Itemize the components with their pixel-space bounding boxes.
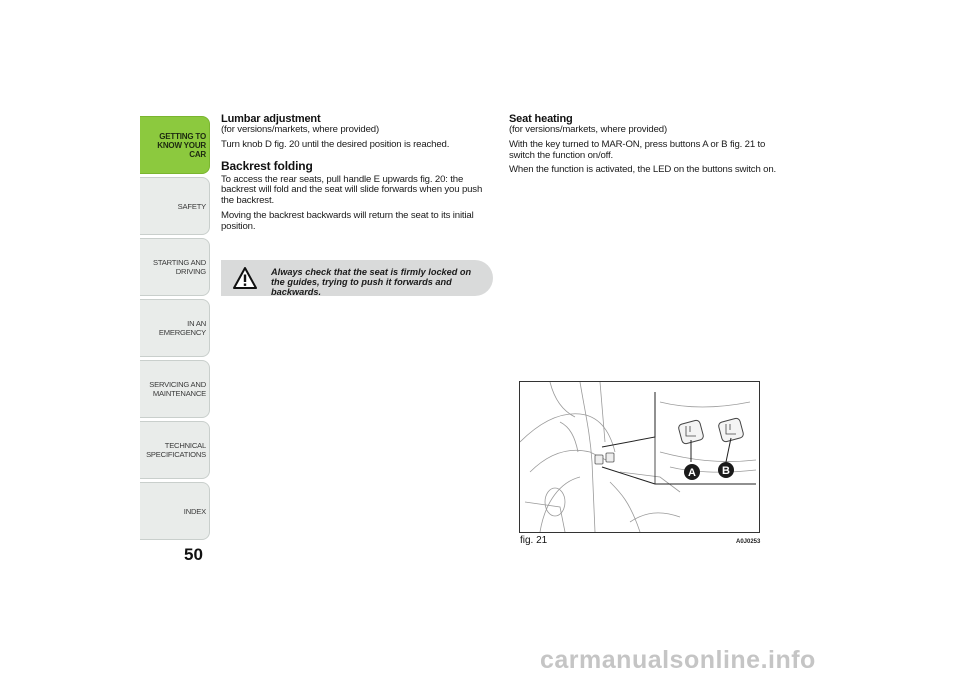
page-number: 50 (184, 545, 203, 564)
warning-triangle-icon (233, 266, 257, 290)
seat-heating-heading: Seat heating (509, 113, 573, 125)
seat-heating-instructions-2: When the function is activated, the LED on the buttons switch on. (509, 164, 777, 176)
seat-heating-figure (519, 381, 760, 533)
seat-heating-availability-note: (for versions/markets, where provided) (509, 124, 667, 135)
right-column (509, 113, 784, 180)
figure-caption: fig. 21 (520, 535, 548, 546)
chapter-tab-3[interactable] (140, 238, 210, 296)
seat-heating-instructions-1: With the key turned to MAR-ON, press buttons A or B fig. 21 to switch the function on/off. (509, 138, 766, 161)
chapter-tab-6[interactable] (140, 421, 210, 479)
lumbar-instructions: Turn knob D fig. 20 until the desired position is reached. (221, 138, 450, 150)
figure-code: A0J0253 (736, 539, 761, 545)
lumbar-adjustment-heading: Lumbar adjustment (221, 113, 321, 125)
chapter-tab-5[interactable] (140, 360, 210, 418)
chapter-tab-1[interactable] (140, 116, 210, 174)
chapter-tab-label: IN AN EMERGENCY (158, 319, 206, 337)
chapter-tab-7[interactable] (140, 482, 210, 540)
warning-box (221, 260, 493, 296)
backrest-folding-heading: Backrest folding (221, 158, 313, 173)
chapter-tabs (140, 116, 210, 543)
backrest-instructions-2: Moving the backrest backwards will return the seat to its initial position. (221, 209, 474, 232)
chapter-tab-4[interactable] (140, 299, 210, 357)
chapter-tab-label: SAFETY (177, 201, 206, 211)
label-b: B (722, 465, 730, 477)
backrest-instructions-1: To access the rear seats, pull handle E upwards fig. 20: the backrest will fold and the seat will slide forwards when you push the backrest. (221, 173, 483, 207)
chapter-tab-label: GETTING TO KNOW YOUR CAR (157, 131, 206, 159)
lumbar-availability-note: (for versions/markets, where provided) (221, 124, 379, 135)
chapter-tab-label: INDEX (183, 506, 206, 516)
watermark: carmanualsonline.info (540, 646, 816, 674)
chapter-tab-2[interactable] (140, 177, 210, 235)
dashboard-illustration (520, 382, 760, 533)
chapter-tab-label: TECHNICAL SPECIFICATIONS (146, 441, 206, 459)
label-a: A (688, 467, 696, 479)
chapter-tab-label: SERVICING AND MAINTENANCE (149, 380, 206, 398)
left-column (221, 113, 491, 237)
warning-text: Always check that the seat is firmly locked on the guides, trying to push it forwards and backwards. (271, 267, 472, 297)
chapter-tab-label: STARTING AND DRIVING (152, 258, 206, 276)
